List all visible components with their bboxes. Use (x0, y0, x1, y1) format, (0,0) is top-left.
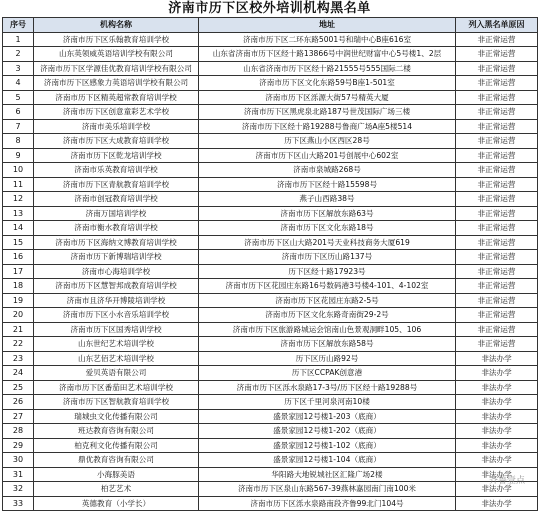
cell-reason: 非法办学 (456, 366, 538, 381)
table-body (3, 32, 538, 511)
table-row (3, 90, 538, 105)
cell-institution-name: 瑞城虫文化传播有限公司 (34, 409, 199, 424)
table-row (3, 366, 538, 381)
cell-index: 10 (3, 163, 34, 178)
cell-reason: 非法办学 (456, 496, 538, 511)
cell-index: 28 (3, 424, 34, 439)
table-row (3, 105, 538, 120)
cell-index: 18 (3, 279, 34, 294)
cell-index: 1 (3, 32, 34, 47)
header-reason: 列入黑名单原因 (456, 18, 538, 33)
cell-reason: 非正常运营 (456, 163, 538, 178)
cell-address: 盛景家园12号楼1-102（底商） (199, 438, 456, 453)
table-row (3, 496, 538, 511)
cell-reason: 非正常运营 (456, 293, 538, 308)
cell-institution-name: 济南市创冠教育培训学校 (34, 192, 199, 207)
cell-index: 6 (3, 105, 34, 120)
table-row (3, 177, 538, 192)
cell-index: 31 (3, 467, 34, 482)
cell-index: 21 (3, 322, 34, 337)
table-row (3, 293, 538, 308)
cell-index: 11 (3, 177, 34, 192)
blacklist-table (2, 17, 538, 511)
cell-institution-name: 济南市历下区小水音乐培训学校 (34, 308, 199, 323)
cell-index: 23 (3, 351, 34, 366)
table-row (3, 221, 538, 236)
cell-institution-name: 山东世纪艺术培训学校 (34, 337, 199, 352)
cell-institution-name: 济南市乐英教育培训学校 (34, 163, 199, 178)
cell-reason: 非法办学 (456, 351, 538, 366)
cell-index: 30 (3, 453, 34, 468)
cell-institution-name: 济南市历下区乐翰教育培训学校 (34, 32, 199, 47)
cell-address: 济南市历下区二环东路5001号和瑞中心B座616室 (199, 32, 456, 47)
cell-address: 济南市历下区文化东路奇南街29-2号 (199, 308, 456, 323)
cell-reason: 非正常运营 (456, 322, 538, 337)
cell-reason: 非正常运营 (456, 177, 538, 192)
table-row (3, 409, 538, 424)
cell-address: 燕子山西路38号 (199, 192, 456, 207)
cell-address: 济南市历下区黑虎泉北路187号世茂国际广场三楼 (199, 105, 456, 120)
cell-address: 济南市历下区花园庄东路2-5号 (199, 293, 456, 308)
cell-index: 32 (3, 482, 34, 497)
cell-institution-name: 班达教育咨询有限公司 (34, 424, 199, 439)
cell-index: 12 (3, 192, 34, 207)
table-row (3, 61, 538, 76)
cell-index: 16 (3, 250, 34, 265)
cell-institution-name: 济南市历下区感象力英语培训学校有限公司 (34, 76, 199, 91)
cell-institution-name: 济南市衡水教育培训学校 (34, 221, 199, 236)
table-row (3, 395, 538, 410)
cell-reason: 非正常运营 (456, 47, 538, 62)
cell-address: 历下区千里河泉河南10楼 (199, 395, 456, 410)
cell-institution-name: 济南市美乐培训学校 (34, 119, 199, 134)
cell-institution-name: 济南市历下区创意童彩艺术学校 (34, 105, 199, 120)
cell-address: 济南市历下区花园庄东路16号数码港3号楼4-101、4-102室 (199, 279, 456, 294)
cell-address: 济南市历下区解放东路58号 (199, 337, 456, 352)
cell-reason: 非正常运营 (456, 119, 538, 134)
table-header-row (3, 18, 538, 33)
cell-index: 17 (3, 264, 34, 279)
header-address: 地址 (199, 18, 456, 33)
table-row (3, 32, 538, 47)
cell-index: 9 (3, 148, 34, 163)
cell-index: 4 (3, 76, 34, 91)
cell-address: 济南市历下区泺水泉路南段齐鲁99北门104号 (199, 496, 456, 511)
cell-index: 15 (3, 235, 34, 250)
cell-index: 27 (3, 409, 34, 424)
cell-reason: 非法办学 (456, 395, 538, 410)
cell-reason: 非正常运营 (456, 264, 538, 279)
cell-address: 济南市历下区历山路137号 (199, 250, 456, 265)
cell-institution-name: 爱贝英语有限公司 (34, 366, 199, 381)
cell-institution-name: 济南市历下区海纳文博教育培训学校 (34, 235, 199, 250)
cell-index: 24 (3, 366, 34, 381)
cell-index: 7 (3, 119, 34, 134)
table-row (3, 351, 538, 366)
cell-reason: 非正常运营 (456, 235, 538, 250)
table-row (3, 76, 538, 91)
cell-index: 22 (3, 337, 34, 352)
cell-institution-name: 山东艺佰艺术培训学校 (34, 351, 199, 366)
cell-institution-name: 柏克利文化传播有限公司 (34, 438, 199, 453)
cell-reason: 非正常运营 (456, 76, 538, 91)
cell-institution-name: 济南市历下区大成教育培训学校 (34, 134, 199, 149)
cell-reason: 非法办学 (456, 453, 538, 468)
cell-institution-name: 柏艺艺术 (34, 482, 199, 497)
cell-reason: 非正常运营 (456, 206, 538, 221)
cell-reason: 非正常运营 (456, 90, 538, 105)
table-row (3, 206, 538, 221)
cell-reason: 非正常运营 (456, 250, 538, 265)
table-row (3, 119, 538, 134)
table-row (3, 337, 538, 352)
cell-institution-name: 鼎优教育咨询有限公司 (34, 453, 199, 468)
cell-institution-name: 济南市历下区学源佳优教育培训学校有限公司 (34, 61, 199, 76)
cell-address: 济南市历下区泺源大街57号精英大厦 (199, 90, 456, 105)
table-row (3, 380, 538, 395)
cell-institution-name: 济南市历下区慧智邦成教育培训学校 (34, 279, 199, 294)
cell-reason: 非法办学 (456, 467, 538, 482)
table-row (3, 134, 538, 149)
cell-institution-name: 英德教育（小学长） (34, 496, 199, 511)
cell-index: 20 (3, 308, 34, 323)
cell-institution-name: 济南市心海培训学校 (34, 264, 199, 279)
cell-address: 济南市历下区解放东路63号 (199, 206, 456, 221)
cell-reason: 非正常运营 (456, 148, 538, 163)
cell-reason: 非法办学 (456, 438, 538, 453)
cell-reason: 非法办学 (456, 482, 538, 497)
cell-institution-name: 济南万国培训学校 (34, 206, 199, 221)
cell-address: 济南市历下区旅游路城运会馆南山色景观洞畔105、106 (199, 322, 456, 337)
cell-address: 山东省济南市历下区经十路13866号中润世纪财富中心5号楼1、2层 (199, 47, 456, 62)
cell-index: 29 (3, 438, 34, 453)
cell-address: 济南市历下区泺水泉路17-3号/历下区经十路19288号 (199, 380, 456, 395)
document-title: 济南市历下区校外培训机构黑名单 (168, 1, 371, 16)
cell-address: 历下区经十路17923号 (199, 264, 456, 279)
cell-reason: 非正常运营 (456, 308, 538, 323)
table-row (3, 279, 538, 294)
cell-index: 5 (3, 90, 34, 105)
table-row (3, 47, 538, 62)
cell-address: 历下区历山路92号 (199, 351, 456, 366)
table-row (3, 163, 538, 178)
cell-reason: 非正常运营 (456, 192, 538, 207)
cell-index: 13 (3, 206, 34, 221)
cell-index: 19 (3, 293, 34, 308)
cell-institution-name: 济南市且济华开博陵培训学校 (34, 293, 199, 308)
cell-institution-name: 济南市历下区乾龙培训学校 (34, 148, 199, 163)
cell-institution-name: 济南市历下区国秀培训学校 (34, 322, 199, 337)
cell-address: 盛景家园12号楼1-202（底商） (199, 424, 456, 439)
cell-address: 济南市历下区经十路19288号鲁商广场A座5楼514 (199, 119, 456, 134)
cell-index: 25 (3, 380, 34, 395)
watermark: 齐鲁壹点 (488, 476, 525, 486)
cell-address: 济南市历下区文化东路59号B座1-501室 (199, 76, 456, 91)
header-institution-name: 机构名称 (34, 18, 199, 33)
cell-index: 3 (3, 61, 34, 76)
cell-reason: 非正常运营 (456, 61, 538, 76)
table-row (3, 453, 538, 468)
cell-index: 2 (3, 47, 34, 62)
cell-reason: 非法办学 (456, 409, 538, 424)
cell-address: 济南市历下区文化东路18号 (199, 221, 456, 236)
cell-institution-name: 山东英领威英语培训学校有限公司 (34, 47, 199, 62)
table-row (3, 308, 538, 323)
cell-reason: 非正常运营 (456, 221, 538, 236)
cell-institution-name: 济南市历下区精英超常教育培训学校 (34, 90, 199, 105)
cell-address: 济南市历下区经十路15598号 (199, 177, 456, 192)
table-row (3, 482, 538, 497)
cell-institution-name: 济南市历下区智航教育培训学校 (34, 395, 199, 410)
cell-reason: 非正常运营 (456, 337, 538, 352)
cell-reason: 非正常运营 (456, 32, 538, 47)
cell-institution-name: 济南市历下区青航教育培训学校 (34, 177, 199, 192)
table-row (3, 424, 538, 439)
table-row (3, 438, 538, 453)
cell-reason: 非正常运营 (456, 134, 538, 149)
cell-address: 历下区CCPAK创意港 (199, 366, 456, 381)
cell-reason: 非法办学 (456, 424, 538, 439)
cell-index: 8 (3, 134, 34, 149)
cell-address: 山东省济南市历下区经十路21555号555国际二楼 (199, 61, 456, 76)
cell-index: 33 (3, 496, 34, 511)
cell-institution-name: 小海豚美语 (34, 467, 199, 482)
cell-reason: 非正常运营 (456, 105, 538, 120)
table-row (3, 250, 538, 265)
cell-address: 济南市历下区山大路201号创展中心602室 (199, 148, 456, 163)
cell-index: 26 (3, 395, 34, 410)
cell-address: 盛景家园12号楼1-104（底商） (199, 453, 456, 468)
cell-address: 盛景家园12号楼1-203（底商） (199, 409, 456, 424)
table-row (3, 192, 538, 207)
cell-address: 济南市历下区泉山东路567-39燕林嘉园南门南100米 (199, 482, 456, 497)
cell-reason: 非法办学 (456, 380, 538, 395)
cell-institution-name: 济南市历下区番茄田艺术培训学校 (34, 380, 199, 395)
table-row (3, 264, 538, 279)
table-row (3, 235, 538, 250)
table-row (3, 148, 538, 163)
cell-address: 历下区燕山小区西区28号 (199, 134, 456, 149)
table-row (3, 467, 538, 482)
table-row (3, 322, 538, 337)
header-index: 序号 (3, 18, 34, 33)
cell-reason: 非正常运营 (456, 279, 538, 294)
cell-address: 济南市泉城路268号 (199, 163, 456, 178)
cell-address: 华阳路大地锐城社区汇隆广场2楼 (199, 467, 456, 482)
cell-institution-name: 济南市历下新博瑞培训学校 (34, 250, 199, 265)
cell-index: 14 (3, 221, 34, 236)
cell-address: 济南市历下区山大路201号天业科技商务大厦619 (199, 235, 456, 250)
